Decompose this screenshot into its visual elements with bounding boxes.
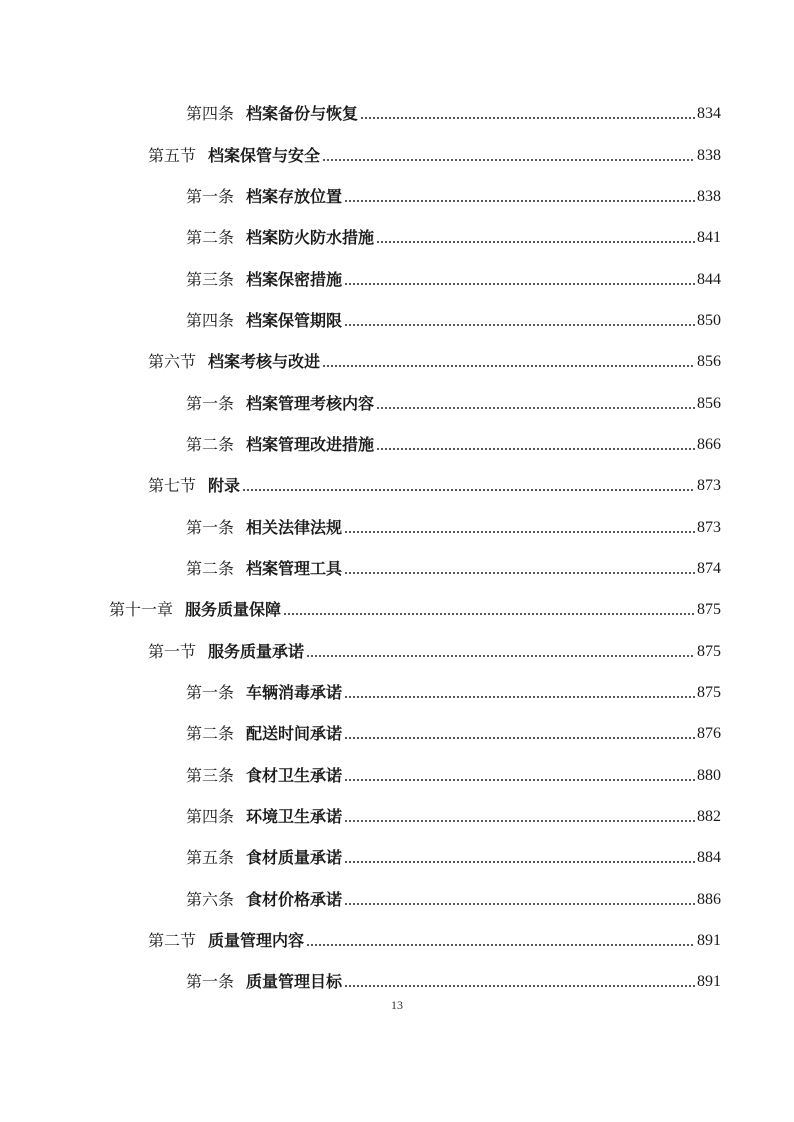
dot-leader: [322, 365, 695, 367]
toc-entry-title: 配送时间承诺: [246, 724, 343, 743]
toc-entry-title: 食材质量承诺: [246, 848, 343, 867]
toc-entry[interactable]: [186, 301, 721, 331]
toc-entry[interactable]: [186, 714, 721, 744]
toc-entry-page: 850: [697, 312, 721, 329]
dot-leader: [344, 200, 695, 202]
toc-entry-page: 873: [697, 519, 721, 536]
toc-entry-number: 第六节: [148, 352, 197, 371]
toc-entry-page: 873: [697, 477, 721, 494]
toc-entry[interactable]: [186, 673, 721, 703]
toc-entry-page: 866: [697, 436, 721, 453]
toc-entry-number: 第二条: [186, 724, 235, 743]
toc-entry-title: 服务质量承诺: [208, 642, 305, 661]
toc-entry-page: 856: [697, 395, 721, 412]
toc-entry-title: 档案管理改进措施: [246, 435, 375, 454]
dot-leader: [322, 159, 695, 161]
toc-entry-title: 服务质量保障: [185, 600, 282, 619]
toc-entry-title: 档案保密措施: [246, 270, 343, 289]
toc-entry-page: 856: [697, 353, 721, 370]
toc-entry-number: 第一条: [186, 394, 235, 413]
toc-entry[interactable]: [186, 549, 721, 579]
toc-entry-page: 875: [697, 643, 721, 660]
toc-entry-number: 第四条: [186, 807, 235, 826]
dot-leader: [242, 489, 695, 491]
toc-entry-title: 食材价格承诺: [246, 890, 343, 909]
toc-entry-page: 891: [697, 932, 721, 949]
toc-entry[interactable]: [186, 425, 721, 455]
toc-entry[interactable]: [109, 590, 721, 620]
toc-entry[interactable]: [186, 94, 721, 124]
toc-entry-page: 838: [697, 147, 721, 164]
toc-entry-number: 第七节: [148, 476, 197, 495]
toc-entry[interactable]: [148, 632, 721, 662]
toc-entry-number: 第三条: [186, 766, 235, 785]
toc-entry-number: 第二条: [186, 559, 235, 578]
dot-leader: [344, 779, 695, 781]
toc-entry-title: 档案存放位置: [246, 187, 343, 206]
toc-entry-number: 第一条: [186, 187, 235, 206]
dot-leader: [344, 820, 695, 822]
toc-entry-page: 891: [697, 973, 721, 990]
dot-leader: [344, 696, 695, 698]
dot-leader: [344, 324, 695, 326]
toc-entry-title: 档案管理工具: [246, 559, 343, 578]
toc-entry-page: 834: [697, 105, 721, 122]
toc-entry-number: 第四条: [186, 104, 235, 123]
dot-leader: [306, 655, 695, 657]
toc-entry-title: 环境卫生承诺: [246, 807, 343, 826]
toc-entry-page: 844: [697, 271, 721, 288]
toc-entry-number: 第五节: [148, 146, 197, 165]
toc-entry[interactable]: [186, 880, 721, 910]
dot-leader: [344, 903, 695, 905]
toc-entry-page: 875: [697, 601, 721, 618]
toc-entry-number: 第一条: [186, 518, 235, 537]
toc-entry-number: 第五条: [186, 848, 235, 867]
toc-entry[interactable]: [186, 384, 721, 414]
toc-entry[interactable]: [148, 466, 721, 496]
dot-leader: [344, 283, 695, 285]
toc-entry-number: 第六条: [186, 890, 235, 909]
toc-entry-number: 第一条: [186, 683, 235, 702]
toc-entry-title: 车辆消毒承诺: [246, 683, 343, 702]
dot-leader: [376, 407, 695, 409]
toc-entry[interactable]: [148, 342, 721, 372]
toc-entry-page: 874: [697, 560, 721, 577]
toc-entry-page: 884: [697, 849, 721, 866]
dot-leader: [376, 241, 695, 243]
toc-entry-page: 882: [697, 808, 721, 825]
toc-entry-title: 档案管理考核内容: [246, 394, 375, 413]
toc-entry-title: 质量管理内容: [208, 931, 305, 950]
toc-entry[interactable]: [186, 260, 721, 290]
toc-entry-number: 第二条: [186, 435, 235, 454]
toc-entry-title: 档案防火防水措施: [246, 228, 375, 247]
dot-leader: [344, 572, 695, 574]
toc-entry[interactable]: [186, 508, 721, 538]
toc-entry[interactable]: [186, 756, 721, 786]
toc-entry-number: 第四条: [186, 311, 235, 330]
toc-entry-number: 第二节: [148, 931, 197, 950]
toc-entry-page: 875: [697, 684, 721, 701]
toc-entry-number: 第二条: [186, 228, 235, 247]
toc-entry-title: 档案保管期限: [246, 311, 343, 330]
toc-entry-number: 第一节: [148, 642, 197, 661]
toc-entry-page: 838: [697, 188, 721, 205]
toc-entry-number: 第十一章: [109, 600, 174, 619]
toc-entry[interactable]: [186, 177, 721, 207]
toc-entry-title: 档案考核与改进: [208, 352, 321, 371]
dot-leader: [344, 737, 695, 739]
toc-entry-page: 841: [697, 229, 721, 246]
toc-entry[interactable]: [186, 218, 721, 248]
toc-entry[interactable]: [148, 921, 721, 951]
toc-entry[interactable]: [186, 838, 721, 868]
dot-leader: [360, 117, 695, 119]
toc-entry-title: 食材卫生承诺: [246, 766, 343, 785]
dot-leader: [344, 861, 695, 863]
toc-entry-number: 第一条: [186, 972, 235, 991]
dot-leader: [376, 448, 695, 450]
dot-leader: [306, 944, 695, 946]
page-number: 13: [391, 998, 403, 1012]
toc-entry[interactable]: [186, 962, 721, 992]
toc-entry-page: 886: [697, 891, 721, 908]
toc-entry-page: 880: [697, 767, 721, 784]
dot-leader: [283, 613, 695, 615]
toc-entry[interactable]: [148, 136, 721, 166]
toc-entry-title: 档案保管与安全: [208, 146, 321, 165]
toc-entry-title: 档案备份与恢复: [246, 104, 359, 123]
toc-entry-page: 876: [697, 725, 721, 742]
toc-entry-title: 相关法律法规: [246, 518, 343, 537]
toc-entry-title: 质量管理目标: [246, 972, 343, 991]
toc-entry-title: 附录: [208, 476, 241, 495]
dot-leader: [344, 985, 695, 987]
toc-entry-number: 第三条: [186, 270, 235, 289]
toc-entry[interactable]: [186, 797, 721, 827]
dot-leader: [344, 531, 695, 533]
